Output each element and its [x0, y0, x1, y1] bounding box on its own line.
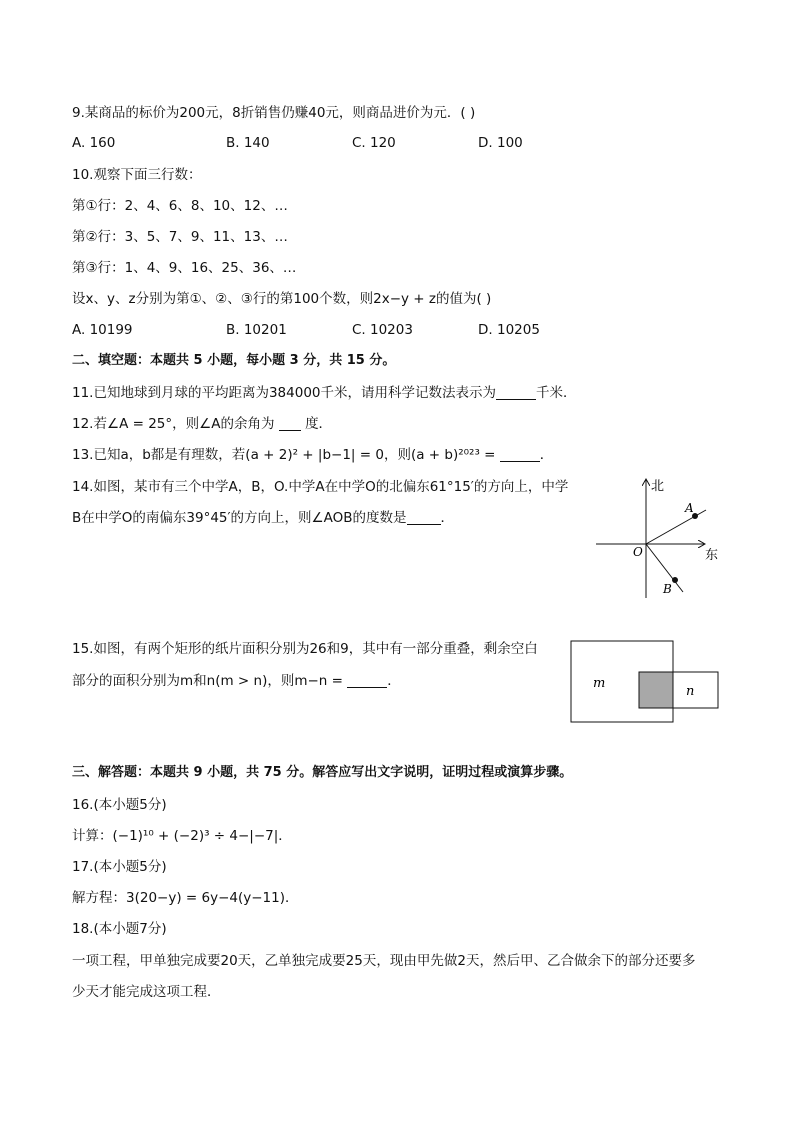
q10-stem: 10.观察下面三行数：: [72, 167, 202, 183]
q9-stem: 9.某商品的标价为200元，8折销售仍赚40元，则商品进价为元．( ): [72, 105, 476, 121]
q13-text: 13.已知a，b都是有理数，若(a + 2)² + |b−1| = 0，则(a + b)²⁰²³ =: [72, 447, 496, 463]
q10-option-b: B. 10201: [226, 322, 287, 338]
label-o: O: [633, 545, 643, 559]
q15-blank: [347, 673, 387, 688]
section-3-title: 三、解答题：本题共 9 小题，共 75 分。解答应写出文字说明，证明过程或演算步骤。: [72, 765, 573, 780]
q13-blank: [500, 447, 540, 462]
q18-line-1: 一项工程，甲单独完成要20天，乙单独完成要25天，现由甲先做2天，然后甲、乙合做余下的部分还要多: [72, 953, 696, 969]
q9-option-c: C. 120: [352, 135, 396, 151]
q14-text-end: ．: [440, 510, 455, 526]
overlap-region: [639, 672, 673, 708]
q11-text: 11.已知地球到月球的平均距离为384000千米，请用科学记数法表示为: [72, 385, 497, 401]
label-n: n: [686, 684, 695, 699]
q10-row-2: 第②行：3、5、7、9、11、13、…: [72, 229, 288, 245]
q11: [72, 384, 577, 402]
q12-text: 12.若∠A = 25°，则∠A的余角为: [72, 416, 275, 432]
q16-body: 计算：(−1)¹⁰ + (−2)³ ÷ 4−|−7|．: [72, 828, 292, 844]
q11-blank: [496, 385, 536, 400]
q14-direction-figure: [586, 470, 736, 605]
q12-blank: [279, 416, 301, 431]
q10-option-d: D. 10205: [478, 322, 540, 338]
q13-text-end: ．: [539, 447, 554, 463]
label-b: B: [663, 582, 672, 596]
q10-option-a: A. 10199: [72, 322, 133, 338]
q14-line-2: [72, 509, 454, 527]
label-m: m: [593, 676, 606, 691]
q16-header: 16.(本小题5分): [72, 797, 167, 813]
q14-text: B在中学O的南偏东39°45′的方向上，则∠AOB的度数是: [72, 510, 407, 526]
north-label: 北: [651, 479, 665, 494]
q18-line-2: 少天才能完成这项工程．: [72, 984, 221, 1000]
q17-header: 17.(本小题5分): [72, 859, 167, 875]
q10-row-1: 第①行：2、4、6、8、10、12、…: [72, 198, 288, 214]
section-2-title: 二、填空题：本题共 5 小题，每小题 3 分，共 15 分。: [72, 353, 396, 368]
q9-option-a: A. 160: [72, 135, 116, 151]
q15-text-end: ．: [387, 673, 401, 689]
q13: [72, 446, 553, 464]
q14-blank: [407, 510, 441, 525]
q15-line-1: 15.如图，有两个矩形的纸片面积分别为26和9，其中有一部分重叠，剩余空白: [72, 641, 538, 657]
q9-option-d: D. 100: [478, 135, 523, 151]
label-a: A: [685, 501, 694, 515]
q17-body: 解方程：3(20−y) = 6y−4(y−11)．: [72, 890, 299, 906]
q15-line-2: [72, 672, 401, 690]
q9-option-b: B. 140: [226, 135, 270, 151]
q15-text: 部分的面积分别为m和n(m > n)，则m−n =: [72, 673, 343, 689]
q12: [72, 415, 332, 433]
point-b: [672, 577, 678, 583]
q15-rectangles-figure: [565, 636, 725, 728]
q18-header: 18.(本小题7分): [72, 921, 167, 937]
q14-line-1: 14.如图，某市有三个中学A，B，O.中学A在中学O的北偏东61°15′的方向上，中学: [72, 479, 569, 495]
east-label: 东: [705, 548, 719, 563]
q12-text-end: 度．: [305, 416, 333, 432]
q10-question: 设x、y、z分别为第①、②、③行的第100个数，则2x−y + z的值为( ): [72, 291, 492, 307]
q11-text-end: 千米．: [536, 385, 577, 401]
q10-option-c: C. 10203: [352, 322, 413, 338]
q10-row-3: 第③行：1、4、9、16、25、36、…: [72, 260, 297, 276]
